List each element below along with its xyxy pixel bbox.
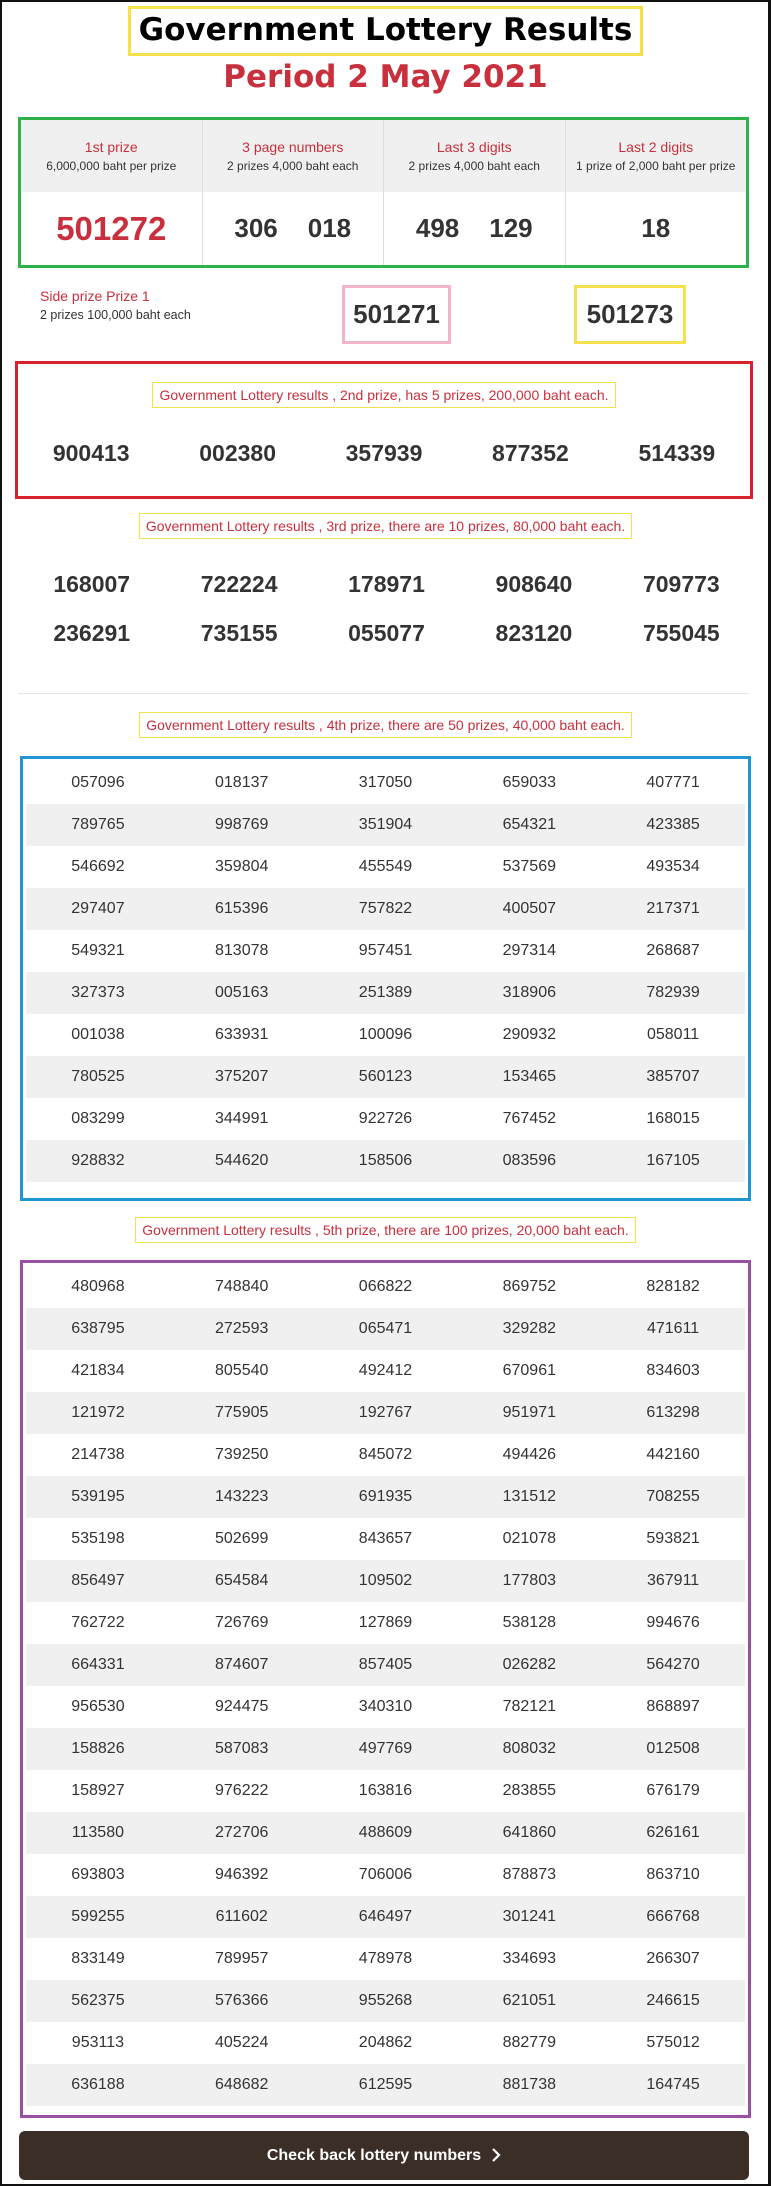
prize-number: 129 <box>489 213 533 243</box>
prize-number: 493534 <box>646 858 700 875</box>
prize-number: 564270 <box>646 1656 700 1673</box>
prize-number: 562375 <box>71 1992 125 2009</box>
prize-number: 615396 <box>215 900 269 917</box>
prize-number: 492412 <box>358 1362 413 1379</box>
prize-number: 813078 <box>215 942 269 959</box>
prize-number: 480968 <box>71 1278 125 1295</box>
second-prize-box <box>15 361 753 499</box>
prize-number: 327373 <box>71 984 125 1001</box>
second-prize-caption: Government Lottery results , 2nd prize, has 5 prizes, 200,000 baht each. <box>152 382 615 408</box>
prize-number: 121972 <box>71 1404 125 1421</box>
prize-number: 340310 <box>358 1698 413 1715</box>
prize-number: 318906 <box>502 984 556 1001</box>
prize-number: 168007 <box>53 571 131 597</box>
prize-number: 083596 <box>502 1152 556 1169</box>
prize-number: 471611 <box>646 1320 700 1337</box>
prize-number: 636188 <box>71 2076 125 2093</box>
prize-number: 537569 <box>502 858 556 875</box>
prize-number: 868897 <box>646 1698 700 1715</box>
table-row <box>26 1056 745 1098</box>
prize-number: 177803 <box>502 1572 556 1589</box>
prize-number: 789957 <box>215 1950 269 1967</box>
table-row <box>26 1476 745 1518</box>
prize-number: 863710 <box>646 1866 700 1883</box>
prize-number: 057096 <box>71 774 125 791</box>
prize-number: 058011 <box>646 1026 700 1043</box>
prize-number: 055077 <box>348 620 425 646</box>
table-row <box>26 930 745 972</box>
column-numbers <box>566 192 747 265</box>
prize-number: 877352 <box>492 440 569 466</box>
prize-number: 670961 <box>502 1362 556 1379</box>
fifth-prize-grid <box>20 1260 751 2118</box>
prize-number: 856497 <box>71 1572 125 1589</box>
prize-number: 251389 <box>358 984 413 1001</box>
table-row <box>26 1518 745 1560</box>
table-row <box>26 1350 745 1392</box>
table-row <box>26 1854 745 1896</box>
prize-number: 498 <box>415 213 460 243</box>
column-numbers <box>203 192 384 265</box>
prize-number: 494426 <box>502 1446 556 1463</box>
fourth-prize-caption: Government Lottery results , 4th prize, there are 50 prizes, 40,000 baht each. <box>139 712 632 738</box>
first-prize-column <box>21 120 203 265</box>
prize-number: 109502 <box>358 1572 413 1589</box>
prize-number: 297407 <box>71 900 125 917</box>
prize-number: 748840 <box>215 1278 269 1295</box>
prize-number: 400507 <box>502 900 556 917</box>
prize-number: 158927 <box>71 1782 125 1799</box>
prize-number: 775905 <box>215 1404 269 1421</box>
prize-number: 857405 <box>358 1656 413 1673</box>
table-row <box>26 1308 745 1350</box>
prize-number: 497769 <box>358 1740 413 1757</box>
prize-number: 789765 <box>71 816 125 833</box>
prize-number: 407771 <box>646 774 700 791</box>
first-prize-table <box>18 117 749 268</box>
prize-number: 317050 <box>358 774 413 791</box>
prize-number: 005163 <box>215 984 269 1001</box>
column-label: Last 3 digits <box>436 139 512 155</box>
prize-number: 946392 <box>215 1866 269 1883</box>
prize-number: 666768 <box>646 1908 700 1925</box>
prize-number: 385707 <box>646 1068 700 1085</box>
prize-number: 026282 <box>502 1656 556 1673</box>
prize-number: 100096 <box>358 1026 413 1043</box>
prize-number: 546692 <box>71 858 125 875</box>
prize-number: 922726 <box>358 1110 413 1127</box>
prize-number: 167105 <box>646 1152 700 1169</box>
prize-number: 001038 <box>71 1026 125 1043</box>
prize-number: 641860 <box>502 1824 556 1841</box>
third-prize-caption: Government Lottery results , 3rd prize, there are 10 prizes, 80,000 baht each. <box>139 513 632 539</box>
prize-number: 405224 <box>215 2034 269 2051</box>
prize-number: 953113 <box>71 2034 124 2051</box>
prize-number: 956530 <box>71 1698 125 1715</box>
prize-number: 882779 <box>502 2034 556 2051</box>
prize-number: 576366 <box>215 1992 269 2009</box>
prize-number: 164745 <box>646 2076 700 2093</box>
table-row <box>26 1602 745 1644</box>
prize-number: 018137 <box>215 774 269 791</box>
prize-number: 268687 <box>646 942 700 959</box>
prize-number: 153465 <box>502 1068 556 1085</box>
prize-number: 739250 <box>215 1446 269 1463</box>
prize-number: 659033 <box>502 774 556 791</box>
table-row <box>26 1392 745 1434</box>
prize-number: 957451 <box>358 942 413 959</box>
table-row <box>26 1728 745 1770</box>
table-row <box>26 1098 745 1140</box>
prize-number: 334693 <box>502 1950 556 1967</box>
check-back-label: Check back lottery numbers <box>266 2146 482 2164</box>
side-prize-number: 501273 <box>574 285 686 344</box>
prize-number: 535198 <box>71 1530 125 1547</box>
side-prize-sublabel: 2 prizes 100,000 baht each <box>40 308 191 322</box>
table-row <box>26 2064 745 2106</box>
prize-number: 767452 <box>502 1110 556 1127</box>
prize-number: 538128 <box>502 1614 556 1631</box>
prize-number: 833149 <box>71 1950 125 1967</box>
prize-number: 359804 <box>215 858 269 875</box>
last-three-digits-column <box>384 120 566 265</box>
table-row <box>26 1644 745 1686</box>
column-sublabel: 2 prizes 4,000 baht each <box>227 159 359 173</box>
column-header <box>203 120 384 192</box>
prize-number: 065471 <box>358 1320 413 1337</box>
prize-number: 367911 <box>646 1572 700 1589</box>
prize-number: 351904 <box>358 816 413 833</box>
prize-number: 301241 <box>502 1908 556 1925</box>
prize-number: 083299 <box>71 1110 125 1127</box>
prize-number: 549321 <box>71 942 125 959</box>
prize-number: 143223 <box>215 1488 269 1505</box>
table-row <box>26 1434 745 1476</box>
prize-number: 998769 <box>215 816 269 833</box>
prize-number: 306 <box>234 213 278 243</box>
prize-number: 709773 <box>642 571 720 597</box>
fourth-prize-caption-wrap <box>0 712 771 738</box>
prize-number: 612595 <box>358 2076 413 2093</box>
prize-number: 217371 <box>646 900 700 917</box>
prize-number: 755045 <box>642 620 720 646</box>
prize-number: 611602 <box>215 1908 268 1925</box>
prize-number: 329282 <box>502 1320 556 1337</box>
prize-number: 726769 <box>215 1614 269 1631</box>
header <box>0 6 771 56</box>
prize-number: 828182 <box>646 1278 700 1295</box>
prize-number: 900413 <box>52 440 130 466</box>
prize-number: 158506 <box>358 1152 413 1169</box>
prize-number: 283855 <box>502 1782 556 1799</box>
table-row <box>26 762 745 804</box>
table-row <box>26 804 745 846</box>
prize-number: 290932 <box>502 1026 556 1043</box>
prize-number: 782121 <box>502 1698 556 1715</box>
prize-number: 845072 <box>358 1446 413 1463</box>
prize-number: 823120 <box>495 620 573 646</box>
table-row <box>26 888 745 930</box>
prize-number: 976222 <box>215 1782 269 1799</box>
prize-number: 214738 <box>71 1446 125 1463</box>
prize-number: 344991 <box>215 1110 269 1127</box>
table-row <box>26 2022 745 2064</box>
prize-number: 158826 <box>71 1740 125 1757</box>
prize-number: 066822 <box>358 1278 413 1295</box>
prize-number: 762722 <box>71 1614 125 1631</box>
prize-number: 648682 <box>215 2076 269 2093</box>
prize-number: 127869 <box>358 1614 413 1631</box>
prize-number: 178971 <box>348 571 425 597</box>
prize-number: 131512 <box>502 1488 556 1505</box>
divider <box>18 693 749 694</box>
third-prize-row <box>18 571 755 598</box>
column-sublabel: 6,000,000 baht per prize <box>46 159 177 173</box>
prize-number: 735155 <box>200 620 278 646</box>
table-row <box>26 846 745 888</box>
prize-number: 168015 <box>646 1110 700 1127</box>
column-label: 3 page numbers <box>242 139 344 155</box>
prize-number: 881738 <box>502 2076 556 2093</box>
third-prize-row <box>18 620 755 647</box>
prize-number: 163816 <box>358 1782 413 1799</box>
second-prize-caption-wrap <box>18 382 750 408</box>
prize-number: 951971 <box>502 1404 556 1421</box>
prize-number: 478978 <box>358 1950 413 1967</box>
column-label: 1st prize <box>84 139 138 155</box>
prize-number: 375207 <box>215 1068 269 1085</box>
prize-number: 757822 <box>358 900 413 917</box>
side-prize-title: Side prize Prize 1 <box>40 288 150 304</box>
prize-number: 502699 <box>215 1530 269 1547</box>
fifth-prize-caption: Government Lottery results , 5th prize, there are 100 prizes, 20,000 baht each. <box>135 1217 635 1243</box>
prize-number: 266307 <box>646 1950 700 1967</box>
third-prize-caption-wrap <box>0 513 771 539</box>
prize-number: 236291 <box>53 620 131 646</box>
side-prize-number: 501271 <box>342 285 451 344</box>
prize-number: 994676 <box>646 1614 700 1631</box>
prize-number: 539195 <box>71 1488 125 1505</box>
chevron-right-icon <box>491 2147 501 2165</box>
front-three-digits-column <box>203 120 385 265</box>
prize-number: 924475 <box>215 1698 269 1715</box>
table-row <box>26 1014 745 1056</box>
prize-number: 780525 <box>71 1068 125 1085</box>
prize-number: 843657 <box>358 1530 413 1547</box>
table-row <box>26 972 745 1014</box>
prize-number: 693803 <box>71 1866 125 1883</box>
column-label: Last 2 digits <box>618 139 694 155</box>
table-row <box>26 1980 745 2022</box>
check-back-button[interactable] <box>19 2131 749 2180</box>
prize-number: 676179 <box>646 1782 700 1799</box>
prize-number: 018 <box>307 213 352 243</box>
prize-number: 869752 <box>502 1278 556 1295</box>
column-sublabel: 2 prizes 4,000 baht each <box>408 159 540 173</box>
fourth-prize-grid <box>20 756 751 1201</box>
prize-number: 928832 <box>71 1152 125 1169</box>
prize-number: 113580 <box>71 1824 124 1841</box>
prize-number: 192767 <box>358 1404 413 1421</box>
prize-number: 805540 <box>215 1362 269 1379</box>
prize-number: 204862 <box>358 2034 413 2051</box>
prize-number: 514339 <box>638 440 716 466</box>
prize-number: 18 <box>641 213 671 243</box>
prize-number: 544620 <box>215 1152 269 1169</box>
table-row <box>26 1266 745 1308</box>
prize-number: 654321 <box>502 816 556 833</box>
prize-number: 423385 <box>646 816 700 833</box>
prize-number: 442160 <box>646 1446 700 1463</box>
prize-number: 633931 <box>215 1026 269 1043</box>
prize-number: 246615 <box>646 1992 700 2009</box>
column-header <box>384 120 565 192</box>
prize-number: 626161 <box>646 1824 700 1841</box>
prize-number: 874607 <box>215 1656 269 1673</box>
column-sublabel: 1 prize of 2,000 baht per prize <box>576 159 736 173</box>
prize-number: 782939 <box>646 984 700 1001</box>
prize-number: 488609 <box>358 1824 413 1841</box>
table-row <box>26 1140 745 1182</box>
prize-number: 599255 <box>71 1908 125 1925</box>
prize-number: 834603 <box>646 1362 700 1379</box>
last-two-digits-column <box>566 120 747 265</box>
prize-number: 706006 <box>358 1866 413 1883</box>
prize-number: 808032 <box>502 1740 556 1757</box>
prize-number: 421834 <box>71 1362 125 1379</box>
column-numbers <box>21 192 202 265</box>
fifth-prize-caption-wrap <box>0 1217 771 1243</box>
column-header <box>21 120 202 192</box>
prize-number: 691935 <box>358 1488 413 1505</box>
table-row <box>26 1812 745 1854</box>
prize-number: 878873 <box>502 1866 556 1883</box>
prize-number: 664331 <box>71 1656 125 1673</box>
column-header <box>566 120 747 192</box>
prize-number: 272706 <box>215 1824 269 1841</box>
prize-number: 621051 <box>502 1992 556 2009</box>
prize-number: 708255 <box>646 1488 700 1505</box>
prize-number: 722224 <box>200 571 278 597</box>
prize-number: 012508 <box>646 1740 700 1757</box>
prize-number: 021078 <box>502 1530 556 1547</box>
prize-number: 575012 <box>646 2034 700 2051</box>
table-row <box>26 1686 745 1728</box>
prize-number: 908640 <box>495 571 573 597</box>
prize-number: 955268 <box>358 1992 413 2009</box>
table-row <box>26 1560 745 1602</box>
first-prize-number: 501272 <box>56 209 167 247</box>
page-title: Government Lottery Results <box>128 6 644 56</box>
prize-number: 002380 <box>199 440 276 466</box>
prize-number: 297314 <box>502 942 556 959</box>
prize-number: 593821 <box>646 1530 700 1547</box>
prize-number: 638795 <box>71 1320 125 1337</box>
prize-number: 455549 <box>358 858 413 875</box>
prize-number: 587083 <box>215 1740 269 1757</box>
table-row <box>26 1896 745 1938</box>
prize-number: 560123 <box>358 1068 413 1085</box>
prize-number: 646497 <box>358 1908 413 1925</box>
table-row <box>26 1938 745 1980</box>
table-row <box>26 1770 745 1812</box>
column-numbers <box>384 192 565 265</box>
side-prize-label <box>40 287 191 324</box>
prize-number: 357939 <box>345 440 423 466</box>
period-title: Period 2 May 2021 <box>223 59 548 95</box>
prize-number: 654584 <box>215 1572 269 1589</box>
prize-number: 613298 <box>646 1404 700 1421</box>
second-prize-row <box>18 440 750 467</box>
prize-number: 272593 <box>215 1320 269 1337</box>
